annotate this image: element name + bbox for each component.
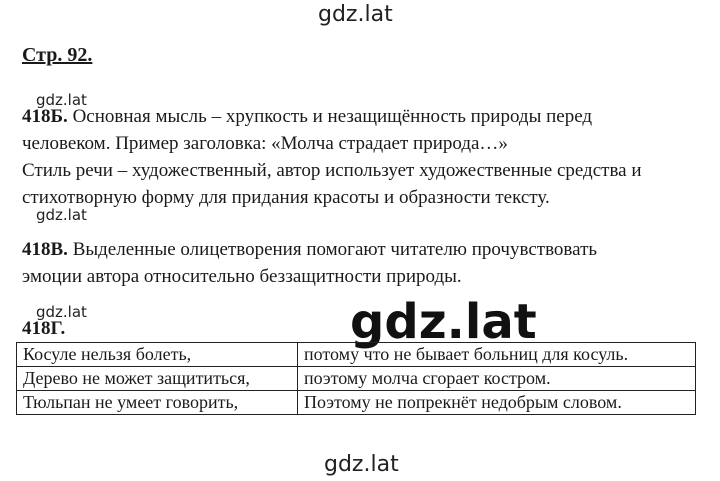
task-418b-line-2: человеком. Пример заголовка: «Молча страдает природа…» [22,133,508,154]
task-418v-line-2: эмоции автора относительно беззащитности природы. [22,266,462,287]
task-418v-line-1 [22,236,597,263]
watermark-top: gdz.lat [318,2,393,27]
task-418b-line-1 [22,103,642,130]
task-418b-text-1: Основная мысль – хрупкость и незащищённость природы перед [67,106,593,127]
table-row [17,343,696,367]
table-cell-left: Косуле нельзя болеть, [17,343,298,367]
task-418b-label: 418Б. [22,106,68,127]
table-row [17,367,696,391]
watermark-large: gdz.lat [350,294,537,350]
watermark-small: gdz.lat [36,206,87,224]
task-418v-label: 418В. [22,239,68,260]
table-cell-right: Поэтому не попрекнёт недобрым словом. [298,391,696,415]
answer-table [16,342,696,415]
page-title: Стр. 92. [22,44,93,66]
task-418b-line-3: Стиль речи – художественный, автор использует художественные средства и [22,160,642,181]
task-418b [22,103,642,211]
watermark-bottom: gdz.lat [324,452,399,477]
watermark-small: gdz.lat [36,91,87,109]
task-418v [22,236,597,290]
table-cell-right: потому что не бывает больниц для косуль. [298,343,696,367]
watermark-small: gdz.lat [36,303,87,321]
task-418b-line-4: стихотворную форму для придания красоты и образности тексту. [22,187,550,208]
task-418v-text-1: Выделенные олицетворения помогают читателю прочувствовать [67,239,598,260]
table-cell-right: поэтому молча сгорает костром. [298,367,696,391]
table-cell-left: Дерево не может защититься, [17,367,298,391]
table-row [17,391,696,415]
task-418g-label: 418Г. [22,318,66,339]
table-cell-left: Тюльпан не умеет говорить, [17,391,298,415]
